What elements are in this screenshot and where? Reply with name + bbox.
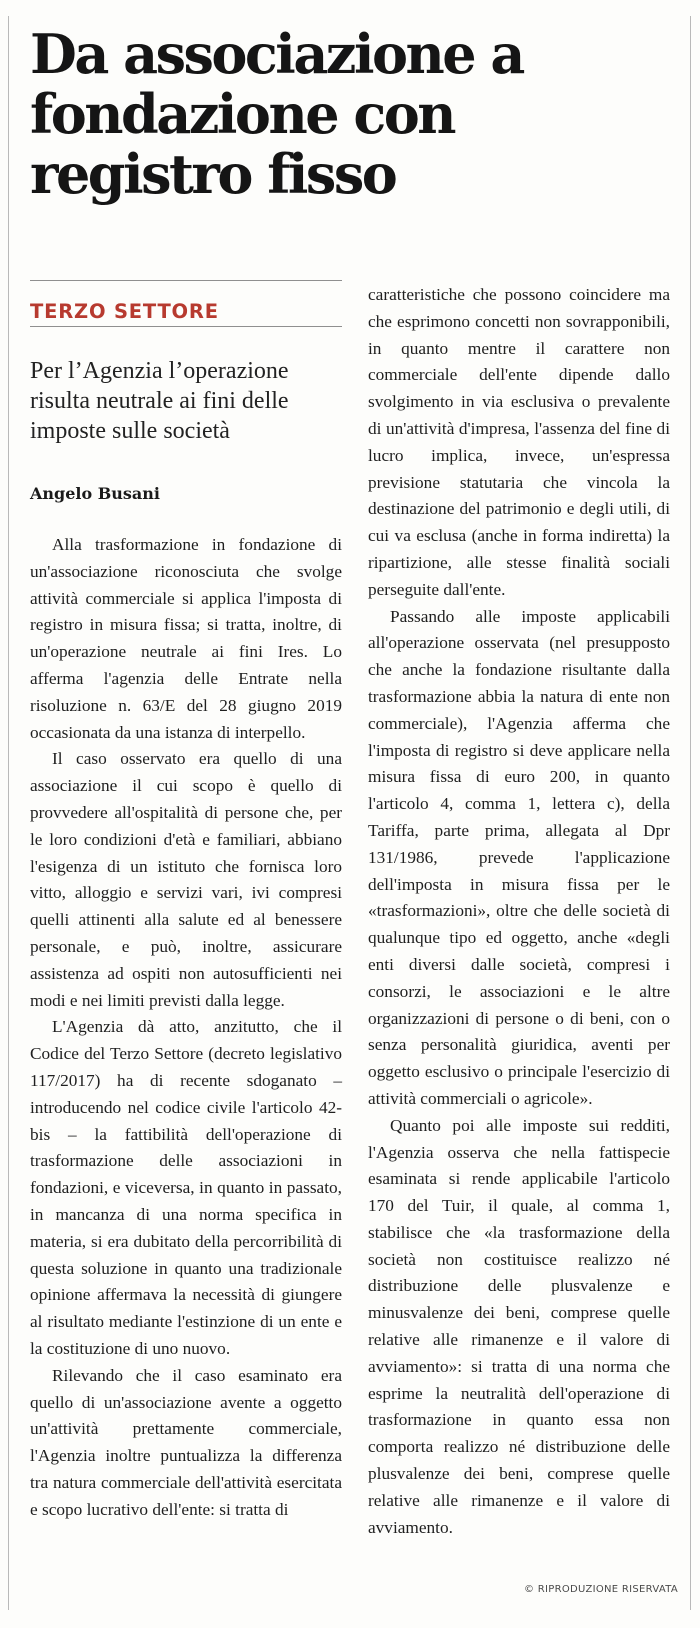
- article-column-left: [30, 532, 342, 1523]
- page-border-right: [690, 16, 691, 1610]
- author-byline: Angelo Busani: [30, 484, 160, 503]
- paragraph-6: Passando alle imposte applicabili all'operazione osservata (nel presupposto che anche la fondazione risultante dalla trasformazione abbia la natura di ente non commerciale), l'Agenzia afferma che l'imposta di registro si deve applicare nella misura fissa di euro 200, in quanto l'articolo 4, comma 1, lettera c), della Tariffa, parte prima, allegata al Dpr 131/1986, prevede l'applicazione dell'imposta in misura fissa per le «trasformazioni», oltre che delle società di qualunque tipo ed oggetto, anche «degli enti diversi dalle società, compresi i consorzi, le associazioni e le altre organizzazioni di persone o di beni, con o senza personalità giuridica, aventi per oggetto esclusivo o principale l'esercizio di attività commerciali o agricole».: [368, 606, 670, 1108]
- section-divider-bottom: [30, 326, 342, 327]
- section-label: TERZO SETTORE: [30, 300, 219, 323]
- paragraph-3: L'Agenzia dà atto, anzitutto, che il Codice del Terzo Settore (decreto legislativo 117/2017) ha di recente sdoganato – introducendo nel codice civile l'articolo 42-bis – la fattibilità dell'operazione di trasformazione delle associazioni in fondazioni, e viceversa, in quanto in passato, in mancanza di una norma specifica in materia, si era dubitato della percorribilità di questa soluzione in quanto una tradizionale opinione affermava la necessità di giungere al risultato mediante l'estinzione di un ente e la costituzione di uno nuovo.: [30, 1017, 342, 1358]
- paragraph-1: Alla trasformazione in fondazione di un'associazione riconosciuta che svolge attività commerciale si applica l'imposta di registro in misura fissa; si tratta, inoltre, di un'operazione neutrale ai fini Ires. Lo afferma l'agenzia delle Entrate nella risoluzione n. 63/E del 28 giugno 2019 occasionata da una istanza di interpello.: [30, 535, 342, 742]
- page-border-left: [8, 16, 9, 1610]
- paragraph-7: Quanto poi alle imposte sui redditi, l'Agenzia osserva che nella fattispecie esaminata si rende applicabile l'articolo 170 del Tuir, il quale, al comma 1, stabilisce che «la trasformazione della società non costituisce realizzo né distribuzione delle plusvalenze e minusvalenze dei beni, comprese quelle relative alle rimanenze e il valore di avviamento»: si tratta di una norma che esprime la neutralità dell'operazione di trasformazione in quanto essa non comporta realizzo né distribuzione delle plusvalenze dei beni, comprese quelle relative alle rimanenze e il valore di avviamento.: [368, 1115, 670, 1537]
- headline: Da associazione a fondazione con registro fisso: [30, 22, 523, 206]
- paragraph-5: caratteristiche che possono coincidere ma che esprimono concetti non sovrapponibili, in quanto mentre il carattere non commerciale dell'ente dipende dallo svolgimento in via esclusiva o prevalente di un'attività d'impresa, l'assenza del fine di lucro implica, invece, un'espressa previsione statutaria che vincola la destinazione del patrimonio e degli utili, di cui va esclusa (anche in forma indiretta) la ripartizione, alle stesse finalità sociali perseguite dall'ente.: [368, 285, 670, 599]
- section-divider-top: [30, 280, 342, 281]
- copyright-notice: © RIPRODUZIONE RISERVATA: [523, 1584, 678, 1595]
- article-column-right: [368, 282, 670, 1541]
- paragraph-4: Rilevando che il caso esaminato era quello di un'associazione avente a oggetto un'attività prettamente commerciale, l'Agenzia inoltre puntualizza la differenza tra natura commerciale dell'attività esercitata e scopo lucrativo dell'ente: si tratta di: [30, 1365, 342, 1519]
- paragraph-2: Il caso osservato era quello di una associazione il cui scopo è quello di provvedere all'ospitalità di persone che, per le loro condizioni d'età e familiari, abbiano l'esigenza di un istituto che fornisca loro vitto, alloggio e servizi vari, ivi compresi quelli attinenti alla salute ed al benessere personale, e può, inoltre, assicurare assistenza ad ospiti non autosufficienti nei modi e nei limiti previsti dalla legge.: [30, 749, 342, 1010]
- subtitle: Per l’Agenzia l’operazione risulta neutrale ai fini delle imposte sulle società: [30, 358, 289, 444]
